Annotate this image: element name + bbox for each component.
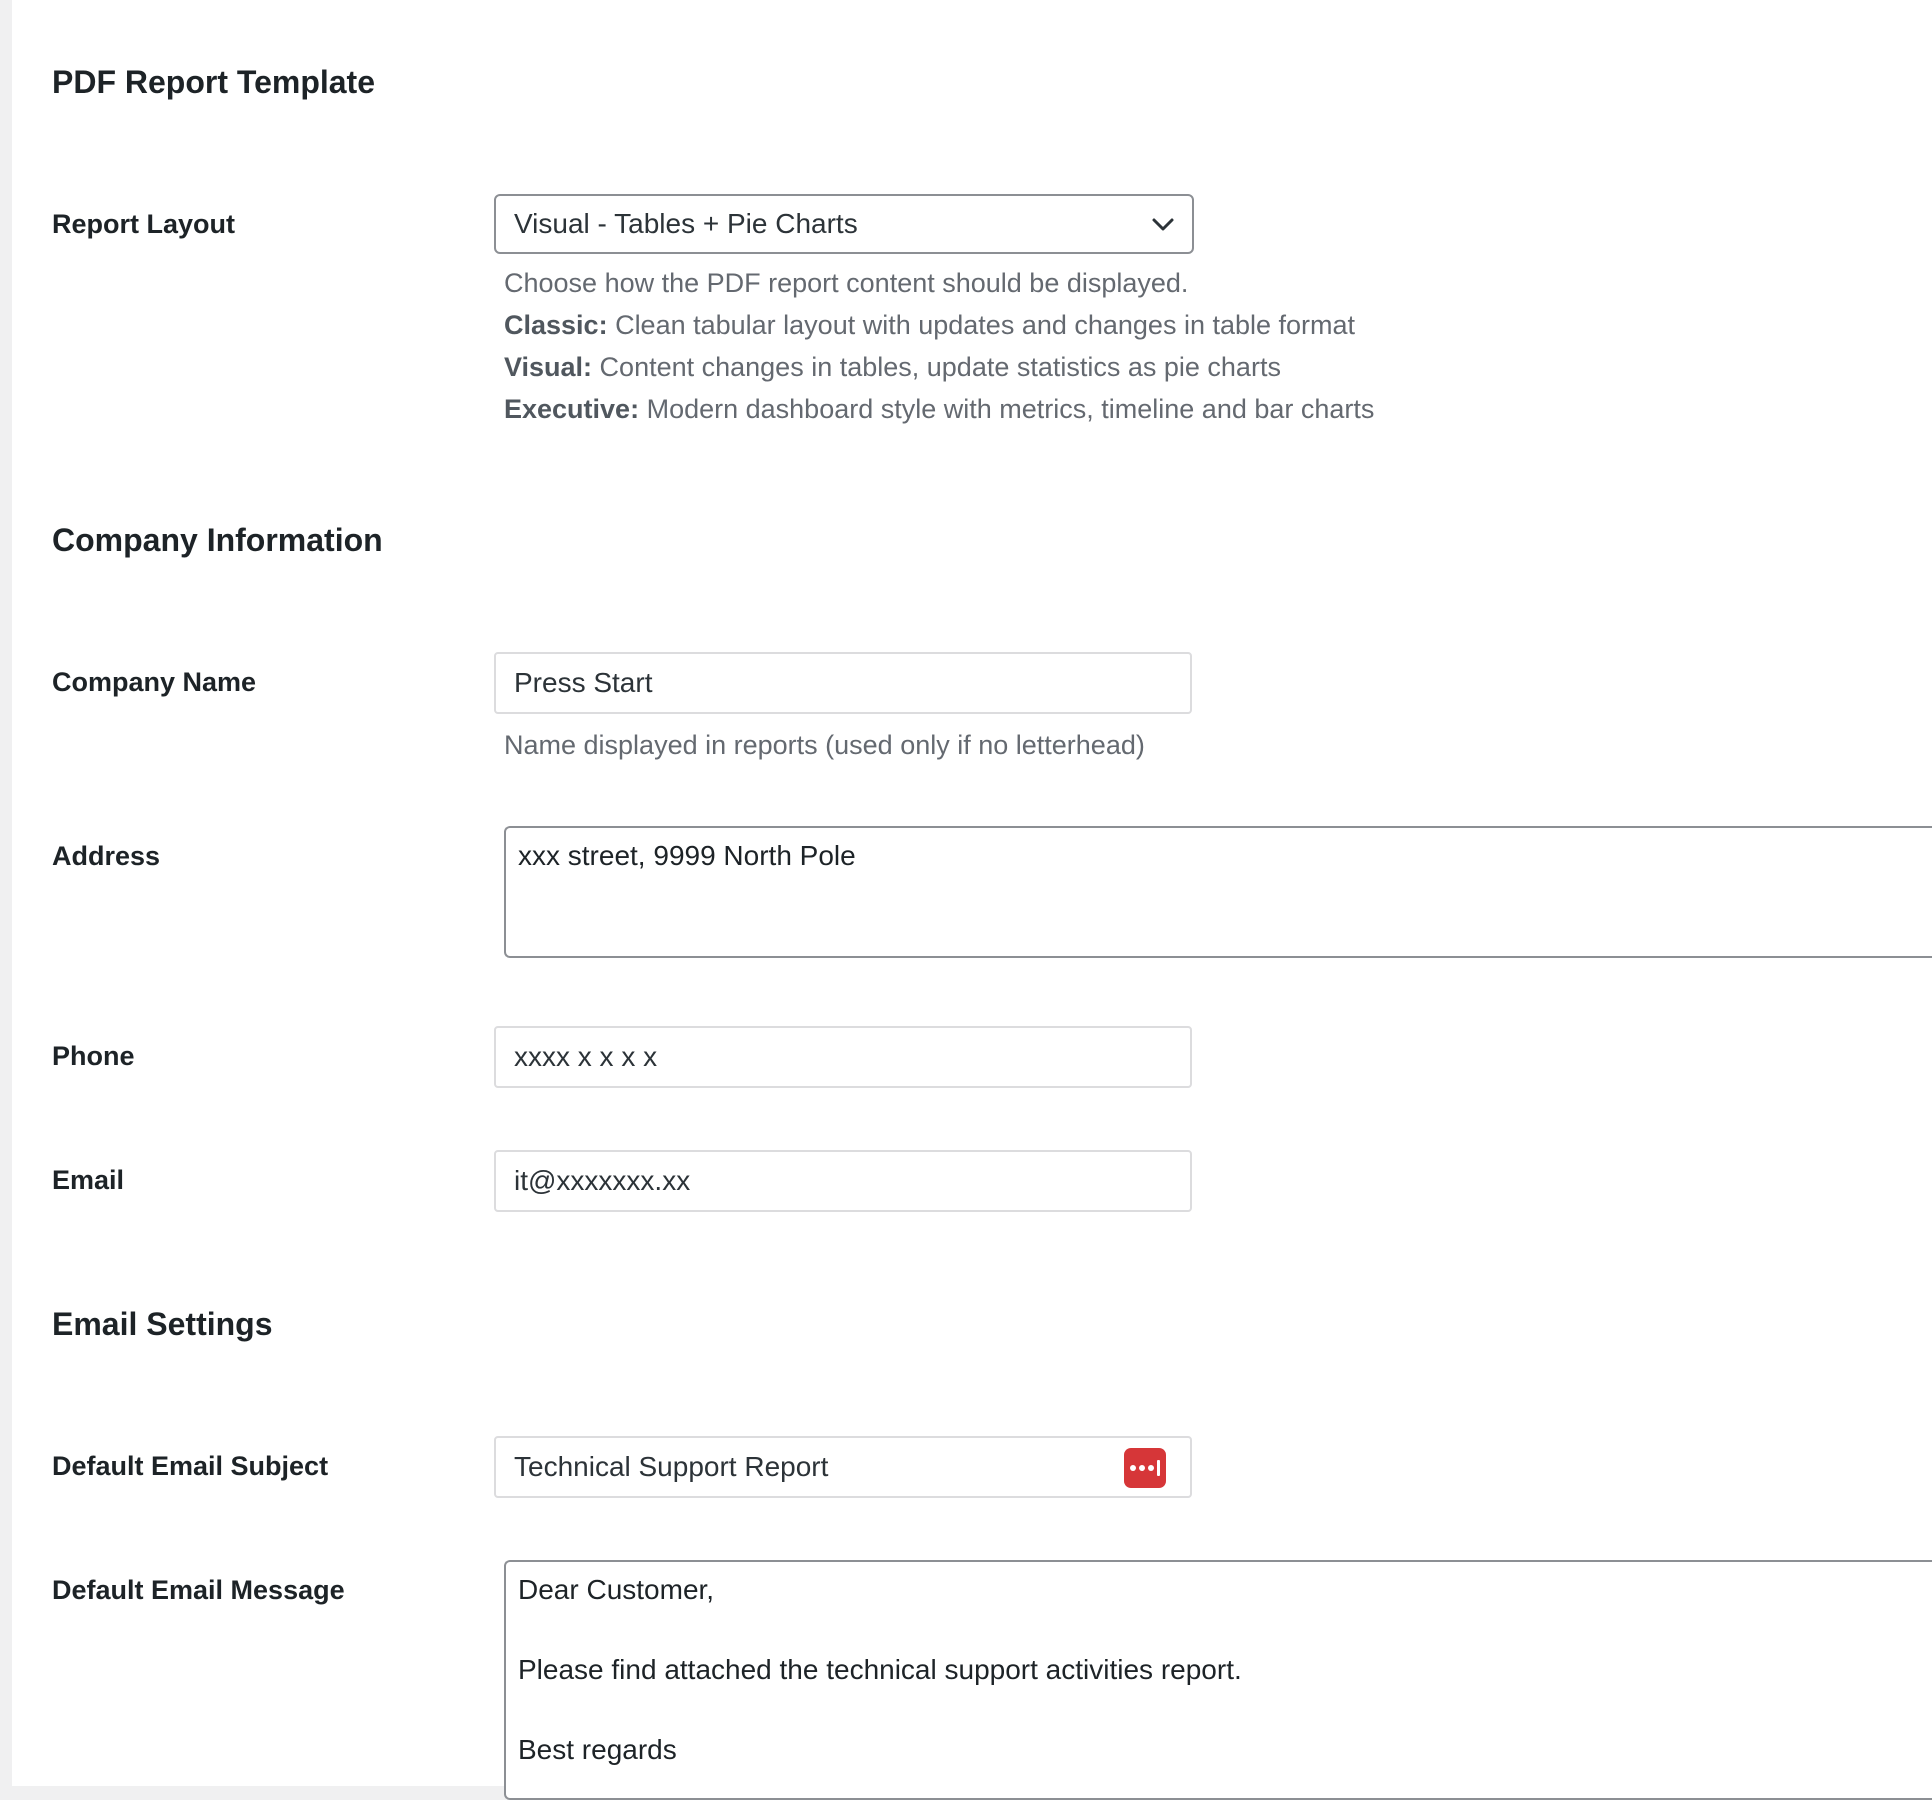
section-title-pdf-report-template: PDF Report Template xyxy=(52,64,375,100)
email-input[interactable]: it@xxxxxxx.xx xyxy=(494,1150,1192,1212)
message-closing: Best regards xyxy=(518,1734,677,1765)
report-layout-selected-value: Visual - Tables + Pie Charts xyxy=(514,208,858,239)
section-title-email-settings: Email Settings xyxy=(52,1306,273,1342)
report-layout-help-executive: Executive: Modern dashboard style with metrics, timeline and bar charts xyxy=(504,394,1375,424)
chevron-down-icon xyxy=(1148,210,1178,240)
report-layout-help-intro: Choose how the PDF report content should be displayed. xyxy=(504,268,1189,298)
report-layout-label: Report Layout xyxy=(52,209,236,239)
company-name-label: Company Name xyxy=(52,667,257,697)
report-layout-help-visual: Visual: Content changes in tables, update statistics as pie charts xyxy=(504,352,1281,382)
report-layout-help-classic: Classic: Clean tabular layout with updates and changes in table format xyxy=(504,310,1356,340)
default-email-message-label: Default Email Message xyxy=(52,1575,345,1605)
settings-page xyxy=(12,0,1932,1786)
phone-input[interactable]: xxxx x x x x xyxy=(494,1026,1192,1088)
report-layout-select[interactable] xyxy=(494,194,1194,254)
company-name-help: Name displayed in reports (used only if no letterhead) xyxy=(504,730,1145,760)
message-greeting: Dear Customer, xyxy=(518,1574,715,1605)
address-textarea[interactable]: xxx street, 9999 North Pole xyxy=(504,826,1932,958)
default-email-subject-label: Default Email Subject xyxy=(52,1451,329,1481)
default-email-message-textarea[interactable] xyxy=(504,1560,1932,1800)
default-email-subject-input[interactable] xyxy=(494,1436,1192,1498)
default-email-subject-value: Technical Support Report xyxy=(514,1451,829,1482)
address-label: Address xyxy=(52,841,161,871)
password-manager-icon[interactable] xyxy=(1124,1448,1166,1488)
email-label: Email xyxy=(52,1165,125,1195)
message-body: Please find attached the technical support activities report. xyxy=(518,1654,1242,1685)
phone-label: Phone xyxy=(52,1041,135,1071)
company-name-input[interactable]: Press Start xyxy=(494,652,1192,714)
section-title-company-information: Company Information xyxy=(52,522,383,558)
